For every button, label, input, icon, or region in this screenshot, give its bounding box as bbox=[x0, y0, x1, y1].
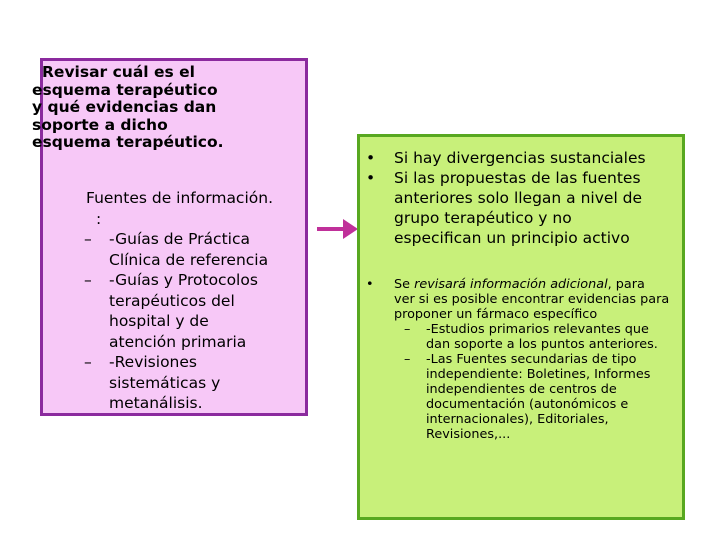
item-line: independientes de centros de bbox=[426, 382, 617, 397]
dash-marker: – bbox=[84, 271, 92, 289]
review-line bbox=[394, 277, 684, 292]
heading-line: y qué evidencias dan bbox=[32, 98, 217, 116]
list-item bbox=[362, 322, 684, 352]
conditions-list bbox=[362, 148, 684, 248]
item-line: -Estudios primarios relevantes que bbox=[426, 322, 649, 337]
item-line: internacionales), Editoriales, bbox=[426, 412, 609, 427]
right-arrow-icon bbox=[317, 214, 359, 244]
item-line: grupo terapéutico y no bbox=[394, 209, 572, 227]
item-line: Revisiones,... bbox=[426, 427, 511, 442]
review-emphasis: revisará información adicional bbox=[414, 277, 608, 292]
item-line: anteriores solo llegan a nivel de bbox=[394, 189, 643, 207]
item-line: hospital y de bbox=[109, 312, 209, 330]
list-item bbox=[42, 352, 304, 414]
review-suffix: , para bbox=[607, 277, 645, 292]
list-item bbox=[42, 229, 304, 270]
item-line: documentación (autonómicos e bbox=[426, 397, 629, 412]
left-heading bbox=[32, 64, 294, 152]
list-item bbox=[362, 352, 684, 442]
bullet-marker: • bbox=[366, 169, 376, 187]
sources-title: Fuentes de información. bbox=[86, 189, 273, 207]
dash-marker: – bbox=[84, 230, 92, 248]
review-line: proponer un fármaco específico bbox=[394, 307, 598, 322]
item-line: atención primaria bbox=[109, 332, 247, 351]
item-line: -Guías y Protocolos bbox=[109, 271, 258, 289]
heading-line: esquema terapéutico. bbox=[32, 133, 224, 151]
dash-marker: – bbox=[404, 352, 411, 367]
heading-line: Revisar cuál es el bbox=[42, 63, 195, 81]
item-line: sistemáticas y bbox=[109, 373, 221, 392]
item-line: Si hay divergencias sustanciales bbox=[394, 149, 646, 167]
item-line: metanálisis. bbox=[109, 394, 203, 412]
heading-line: soporte a dicho bbox=[32, 115, 168, 134]
sources-list bbox=[42, 188, 304, 414]
item-line: Si las propuestas de las fuentes bbox=[394, 169, 641, 187]
dash-marker: – bbox=[404, 322, 411, 337]
item-line: -Las Fuentes secundarias de tipo bbox=[426, 352, 637, 367]
item-line: dan soporte a los puntos anteriores. bbox=[426, 337, 658, 352]
list-item bbox=[362, 148, 684, 168]
sources-colon: : bbox=[96, 209, 102, 228]
bullet-marker: • bbox=[366, 277, 374, 292]
review-list bbox=[362, 277, 684, 442]
item-line: Clínica de referencia bbox=[109, 250, 269, 269]
item-line: -Revisiones bbox=[109, 353, 197, 371]
heading-line: esquema terapéutico bbox=[32, 80, 218, 99]
dash-marker: – bbox=[84, 353, 92, 371]
item-line: -Guías de Práctica bbox=[109, 230, 250, 248]
list-item bbox=[42, 270, 304, 352]
review-line: ver si es posible encontrar evidencias para bbox=[394, 292, 670, 307]
item-line: independiente: Boletines, Informes bbox=[426, 367, 651, 382]
list-item bbox=[362, 277, 684, 322]
bullet-marker: • bbox=[366, 149, 376, 167]
review-prefix: Se bbox=[394, 277, 415, 292]
item-line: especifican un principio activo bbox=[394, 229, 630, 247]
item-line: terapéuticos del bbox=[109, 291, 235, 310]
list-item bbox=[362, 168, 684, 248]
